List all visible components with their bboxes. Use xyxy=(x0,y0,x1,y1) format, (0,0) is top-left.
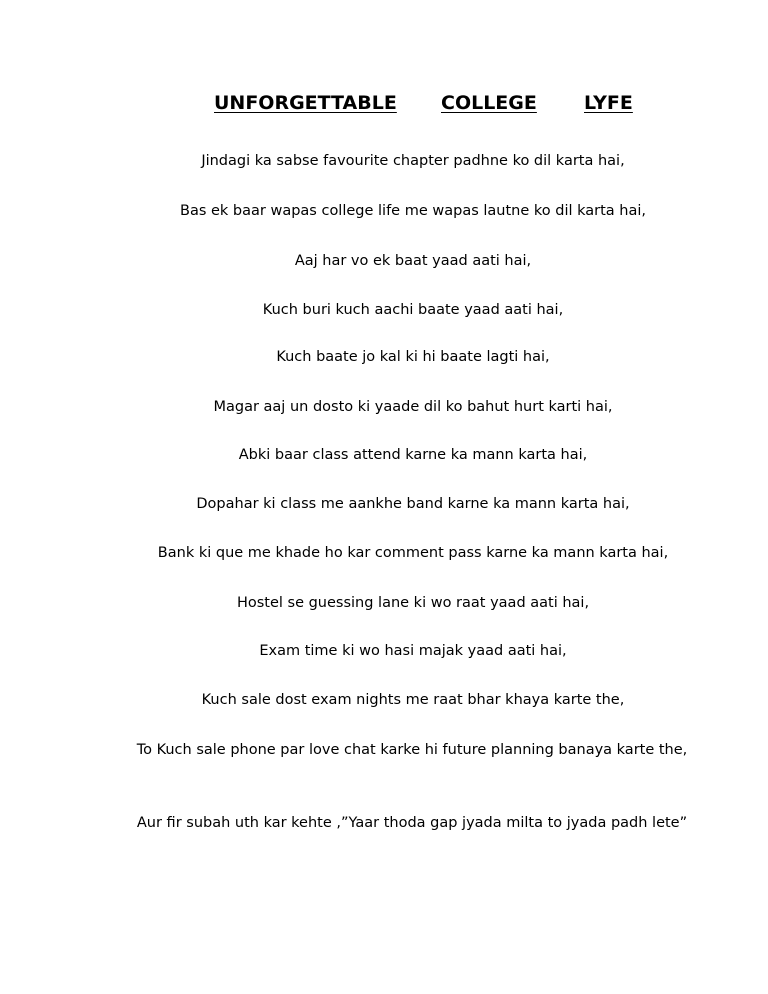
poem-line-11: Exam time ki wo hasi majak yaad aati hai, xyxy=(259,643,567,659)
poem-line-13: To Kuch sale phone par love chat karke hi future planning banaya karte the, xyxy=(136,742,688,758)
poem-line-12: Kuch sale dost exam nights me raat bhar khaya karte the, xyxy=(201,692,625,708)
poem-line-3: Aaj har vo ek baat yaad aati hai, xyxy=(294,253,532,269)
poem-line-8: Dopahar ki class me aankhe band karne ka mann karta hai, xyxy=(196,496,630,512)
poem-line-7: Abki baar class attend karne ka mann karta hai, xyxy=(238,447,588,463)
page-title xyxy=(0,92,768,122)
title-word-3: LYFE xyxy=(584,92,633,114)
poem-line-6: Magar aaj un dosto ki yaade dil ko bahut hurt karti hai, xyxy=(213,399,613,415)
poem-line-2: Bas ek baar wapas college life me wapas lautne ko dil karta hai, xyxy=(180,203,646,219)
title-word-2: COLLEGE xyxy=(441,92,537,114)
poem-line-4: Kuch buri kuch aachi baate yaad aati hai, xyxy=(262,302,564,318)
poem-line-5: Kuch baate jo kal ki hi baate lagti hai, xyxy=(276,349,550,365)
poem-line-9: Bank ki que me khade ho kar comment pass karne ka mann karta hai, xyxy=(157,545,669,561)
title-word-1: UNFORGETTABLE xyxy=(214,92,397,114)
poem-line-10: Hostel se guessing lane ki wo raat yaad aati hai, xyxy=(236,595,590,611)
poem-line-14: Aur fir subah uth kar kehte ,”Yaar thoda gap jyada milta to jyada padh lete” xyxy=(136,815,688,831)
poem-line-1: Jindagi ka sabse favourite chapter padhne ko dil karta hai, xyxy=(201,153,625,169)
